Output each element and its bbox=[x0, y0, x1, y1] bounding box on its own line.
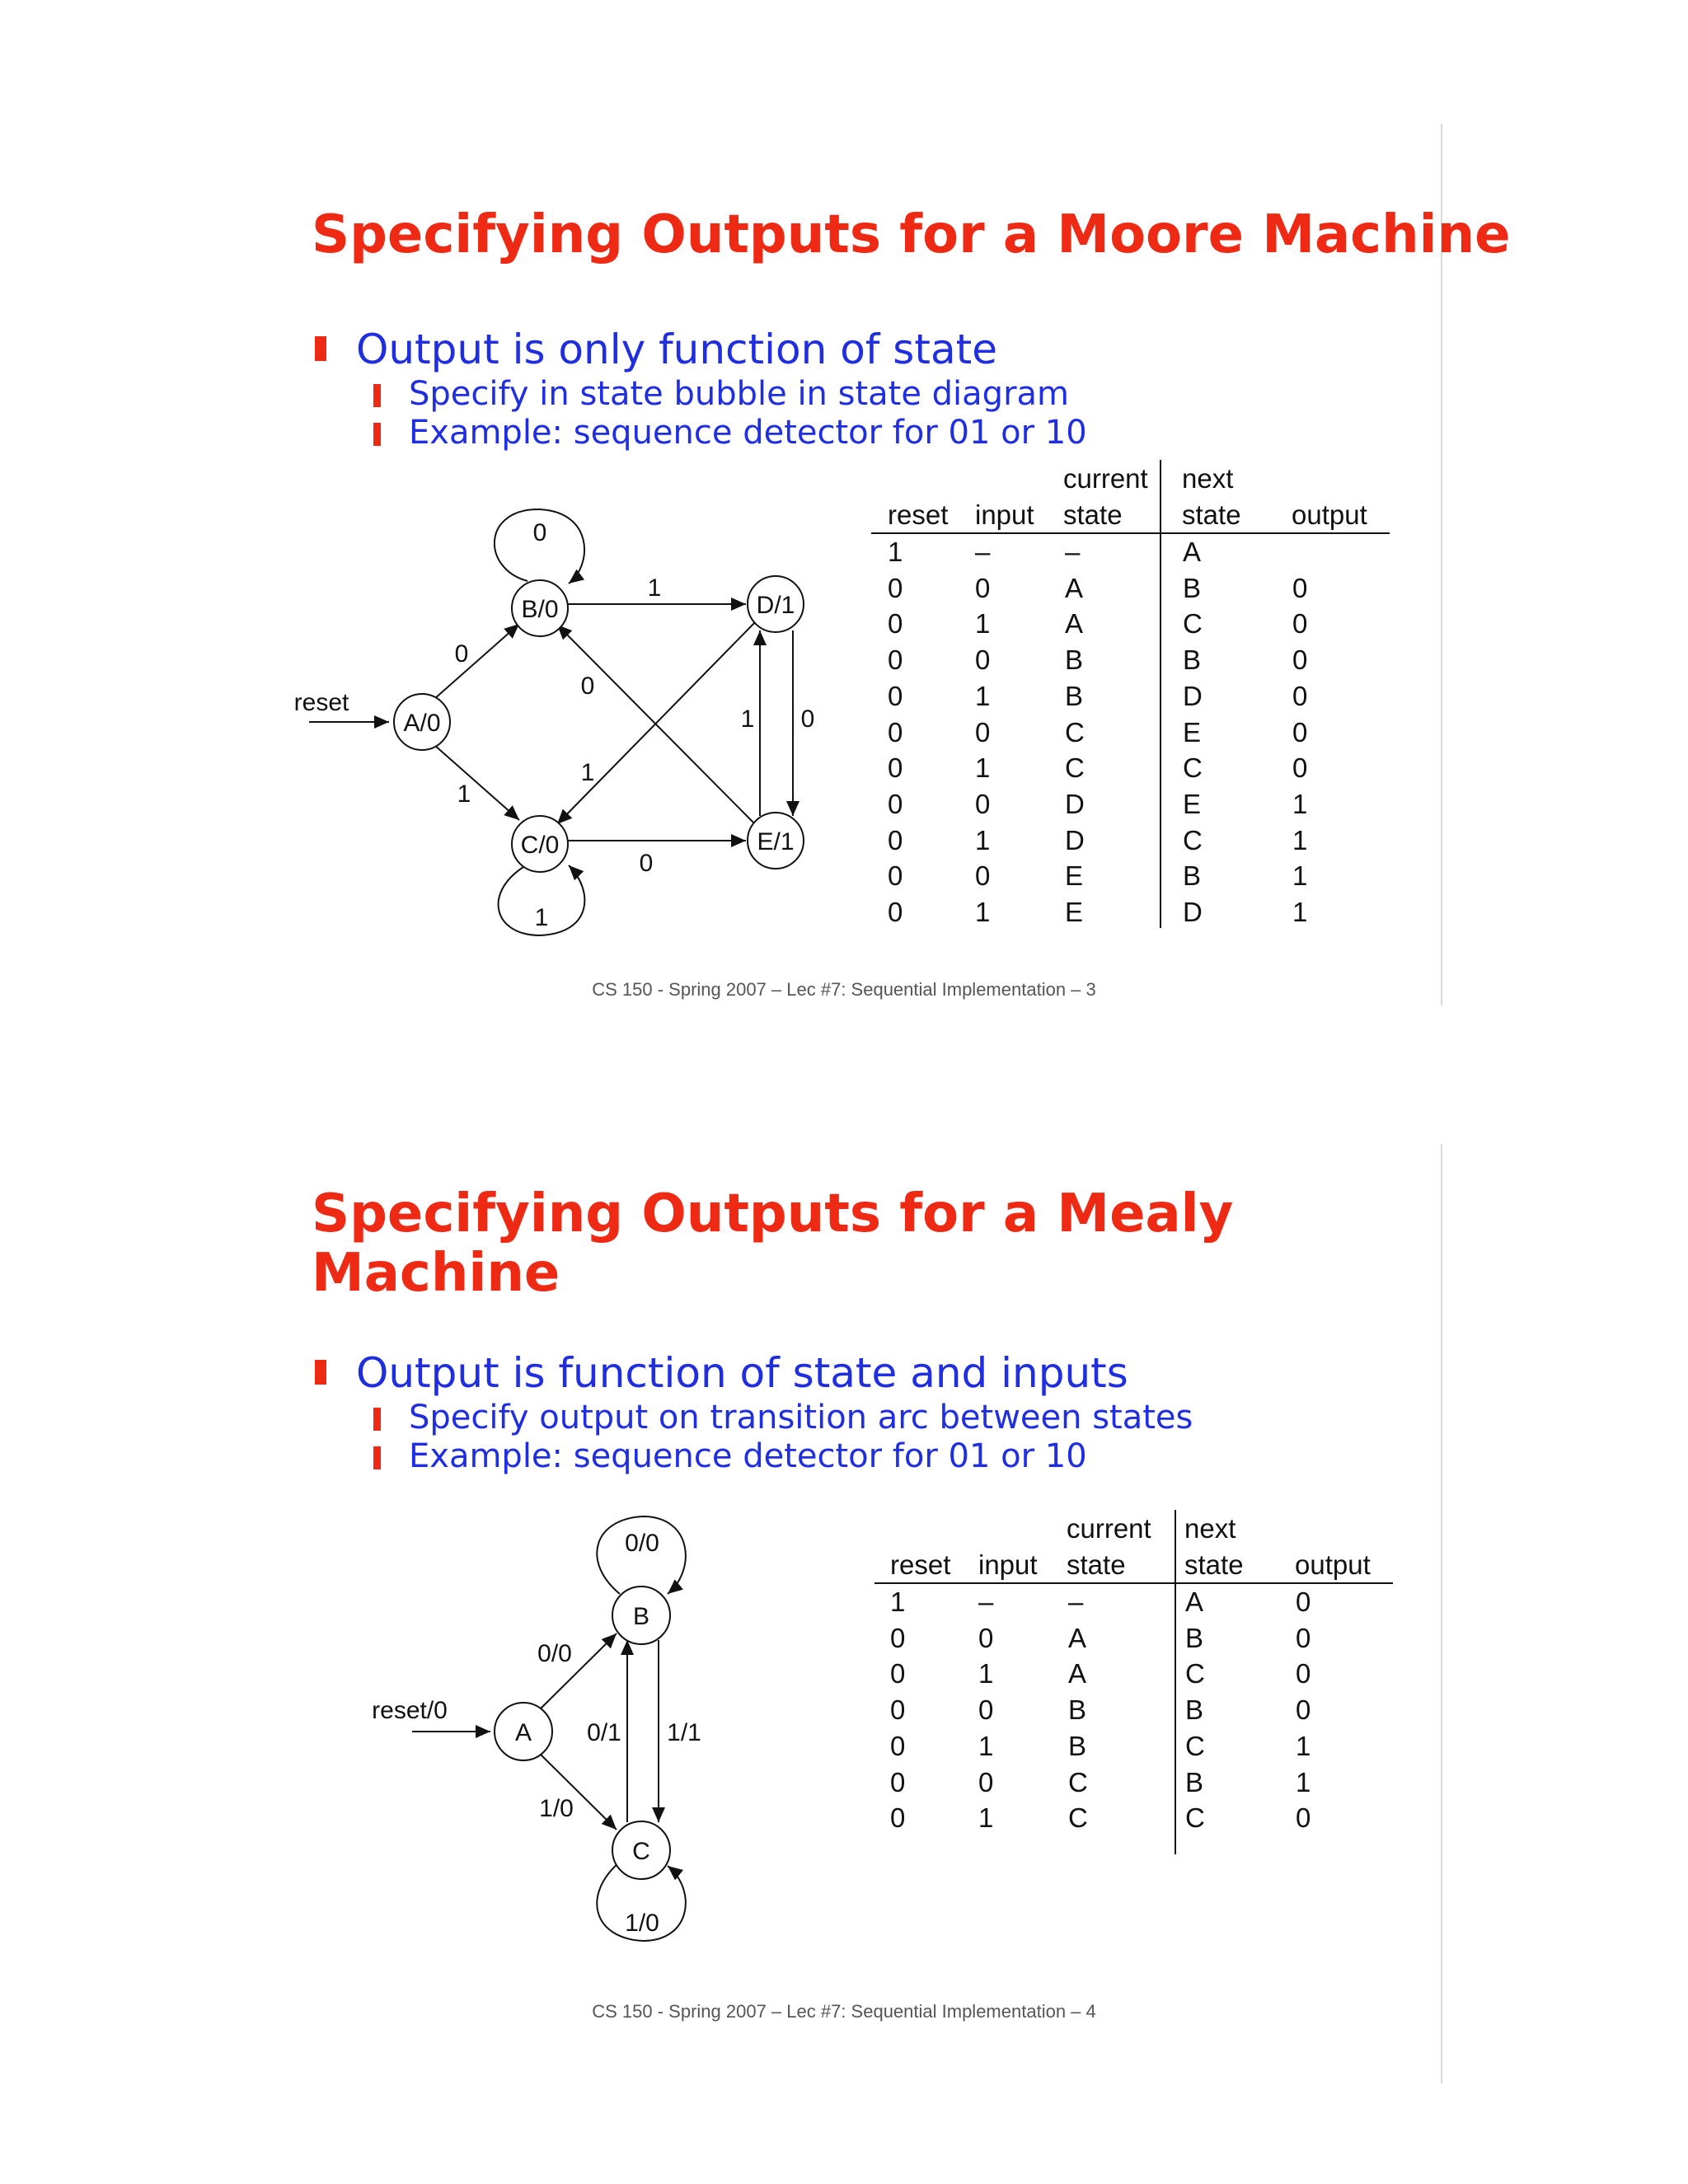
slide-border bbox=[1441, 1144, 1442, 2083]
table-cell: B bbox=[1185, 1694, 1204, 1726]
table-cell: 0 bbox=[975, 788, 991, 819]
table-cell: C bbox=[1185, 1658, 1205, 1690]
table-cell: 0 bbox=[1292, 680, 1308, 711]
table-cell: C bbox=[1068, 1802, 1088, 1834]
table-header: state bbox=[1184, 1549, 1244, 1580]
table-cell: 0 bbox=[978, 1766, 994, 1797]
table-cell: C bbox=[1183, 752, 1203, 784]
table-cell: 0 bbox=[975, 716, 991, 748]
table-cell: 0 bbox=[1296, 1622, 1311, 1653]
table-rule bbox=[874, 1582, 1393, 1584]
bullet-main: Output is only function of state bbox=[356, 326, 997, 373]
state-b: B/0 bbox=[521, 596, 559, 623]
reset-label: reset bbox=[293, 689, 349, 716]
table-cell: A bbox=[1068, 1658, 1087, 1690]
slide-title: Specifying Outputs for a Moore Machine bbox=[312, 204, 1511, 265]
table-cell: B bbox=[1185, 1766, 1204, 1797]
table-cell: 1 bbox=[975, 897, 991, 927]
table-cell: A bbox=[1183, 537, 1202, 567]
slide-mealy bbox=[0, 1088, 1688, 2184]
table-cell: C bbox=[1065, 716, 1085, 748]
state-a: A/0 bbox=[403, 710, 441, 737]
table-cell: D bbox=[1183, 680, 1203, 711]
table-cell: 1 bbox=[975, 824, 991, 855]
table-cell: 0 bbox=[1296, 1658, 1311, 1690]
table-cell: 0 bbox=[1292, 644, 1308, 676]
table-cell: C bbox=[1185, 1730, 1205, 1761]
table-cell: 0 bbox=[890, 1694, 906, 1726]
slide-footer: CS 150 - Spring 2007 – Lec #7: Sequential Implementation – 3 bbox=[592, 979, 1096, 1000]
table-cell: 1 bbox=[1292, 897, 1308, 927]
table-cell: A bbox=[1068, 1622, 1087, 1653]
table-cell: 1 bbox=[1292, 788, 1308, 819]
table-cell: 0 bbox=[890, 1766, 906, 1797]
table-cell: 0 bbox=[890, 1658, 906, 1690]
table-cell: B bbox=[1068, 1694, 1087, 1726]
table-cell: D bbox=[1065, 824, 1085, 855]
table-header: output bbox=[1292, 499, 1367, 530]
edge-label: 1/0 bbox=[539, 1795, 574, 1822]
table-cell: E bbox=[1065, 897, 1084, 927]
table-cell: 1 bbox=[978, 1658, 994, 1690]
edge-label: 1 bbox=[740, 705, 755, 733]
edge-label: 1 bbox=[457, 780, 471, 808]
state-c: C/0 bbox=[520, 832, 560, 859]
slide-title: Machine bbox=[312, 1243, 560, 1304]
bullet-sub: Specify in state bubble in state diagram bbox=[409, 375, 1069, 413]
table-cell: 0 bbox=[978, 1622, 994, 1653]
table-header: input bbox=[975, 499, 1034, 530]
table-cell: 0 bbox=[888, 824, 903, 855]
table-cell: 1 bbox=[1296, 1730, 1311, 1761]
slide-title: Specifying Outputs for a Mealy bbox=[312, 1183, 1234, 1244]
table-cell: – bbox=[1068, 1586, 1084, 1617]
table-cell: – bbox=[978, 1586, 994, 1617]
bullet-sub: Specify output on transition arc between states bbox=[409, 1399, 1193, 1436]
bullet-main: Output is function of state and inputs bbox=[356, 1349, 1128, 1397]
table-cell: 1 bbox=[975, 752, 991, 784]
mealy-state-diagram bbox=[0, 1088, 907, 2159]
state-e: E/1 bbox=[757, 828, 795, 855]
edge-label: 1/0 bbox=[625, 1910, 659, 1937]
table-cell: 0 bbox=[1292, 752, 1308, 784]
table-cell: 0 bbox=[1292, 572, 1308, 603]
table-header: next bbox=[1182, 463, 1234, 494]
table-cell: – bbox=[1065, 537, 1081, 567]
table-cell: 0 bbox=[1292, 716, 1308, 748]
table-header: current bbox=[1063, 463, 1148, 494]
table-cell: 0 bbox=[1296, 1802, 1311, 1834]
table-cell: 1 bbox=[978, 1802, 994, 1834]
table-divider bbox=[1160, 460, 1161, 928]
table-cell: C bbox=[1185, 1802, 1205, 1834]
table-cell: 0 bbox=[888, 897, 903, 927]
table-cell: 0 bbox=[1292, 608, 1308, 640]
table-header: reset bbox=[890, 1549, 951, 1580]
table-cell: 0 bbox=[1296, 1694, 1311, 1726]
edge-label: 0 bbox=[454, 640, 469, 668]
edge-label: 1 bbox=[647, 574, 662, 602]
table-cell: 1 bbox=[888, 537, 903, 567]
slide-moore bbox=[0, 0, 1688, 1071]
table-cell: 0 bbox=[888, 752, 903, 784]
table-cell: 1 bbox=[975, 680, 991, 711]
table-header: next bbox=[1184, 1513, 1236, 1544]
edge-label: 1 bbox=[534, 904, 549, 931]
table-cell: E bbox=[1183, 716, 1202, 748]
state-d: D/1 bbox=[756, 592, 795, 619]
table-cell: B bbox=[1183, 860, 1202, 892]
edge-label: 0 bbox=[800, 705, 815, 733]
table-cell: 1 bbox=[1292, 860, 1308, 892]
table-cell: B bbox=[1183, 572, 1202, 603]
edge-label: 0 bbox=[639, 850, 654, 877]
table-cell: 0 bbox=[888, 788, 903, 819]
table-cell: 1 bbox=[890, 1586, 906, 1617]
table-cell: 0 bbox=[888, 860, 903, 892]
table-cell: B bbox=[1185, 1622, 1204, 1653]
table-cell: 1 bbox=[978, 1730, 994, 1761]
edge-label: 0/1 bbox=[587, 1719, 621, 1746]
table-cell: 0 bbox=[975, 860, 991, 892]
bullet-sub: Example: sequence detector for 01 or 10 bbox=[409, 1437, 1087, 1475]
edge-label: 0 bbox=[532, 519, 547, 546]
table-cell: A bbox=[1185, 1586, 1204, 1617]
table-cell: D bbox=[1183, 897, 1203, 927]
table-cell: 0 bbox=[890, 1622, 906, 1653]
table-header: current bbox=[1067, 1513, 1151, 1544]
state-c: C bbox=[632, 1838, 650, 1865]
edge-label: 1 bbox=[580, 759, 595, 786]
state-a: A bbox=[514, 1719, 532, 1746]
edge-label: 0/0 bbox=[537, 1640, 572, 1667]
table-cell: 0 bbox=[888, 716, 903, 748]
table-cell: – bbox=[975, 537, 991, 567]
table-cell: 0 bbox=[975, 644, 991, 676]
table-cell: 1 bbox=[975, 608, 991, 640]
table-cell: B bbox=[1068, 1730, 1087, 1761]
table-cell: C bbox=[1183, 824, 1203, 855]
table-cell: A bbox=[1065, 608, 1084, 640]
edge-label: 1/1 bbox=[667, 1719, 701, 1746]
table-cell: 0 bbox=[890, 1730, 906, 1761]
table-cell: C bbox=[1183, 608, 1203, 640]
table-cell: 0 bbox=[888, 644, 903, 676]
table-cell: 0 bbox=[888, 680, 903, 711]
edge-label: 0 bbox=[580, 673, 595, 700]
table-cell: 0 bbox=[975, 572, 991, 603]
table-cell: 0 bbox=[888, 608, 903, 640]
table-cell: D bbox=[1065, 788, 1085, 819]
table-cell: 0 bbox=[1296, 1586, 1311, 1617]
table-cell: B bbox=[1065, 680, 1084, 711]
table-cell: 1 bbox=[1292, 824, 1308, 855]
moore-state-diagram bbox=[0, 0, 907, 989]
table-header: state bbox=[1067, 1549, 1126, 1580]
table-cell: 1 bbox=[1296, 1766, 1311, 1797]
table-rule bbox=[871, 532, 1390, 534]
table-cell: 0 bbox=[890, 1802, 906, 1834]
state-b: B bbox=[632, 1603, 650, 1630]
table-header: input bbox=[978, 1549, 1038, 1580]
table-cell: B bbox=[1065, 644, 1084, 676]
table-cell: E bbox=[1183, 788, 1202, 819]
table-cell: 0 bbox=[978, 1694, 994, 1726]
table-header: state bbox=[1063, 499, 1123, 530]
table-header: output bbox=[1295, 1549, 1371, 1580]
edge-label: 0/0 bbox=[625, 1530, 659, 1557]
table-cell: B bbox=[1183, 644, 1202, 676]
table-cell: C bbox=[1065, 752, 1085, 784]
slide-footer: CS 150 - Spring 2007 – Lec #7: Sequential Implementation – 4 bbox=[592, 2001, 1096, 2022]
table-cell: 0 bbox=[888, 572, 903, 603]
table-header: state bbox=[1182, 499, 1241, 530]
bullet-sub: Example: sequence detector for 01 or 10 bbox=[409, 414, 1087, 452]
table-cell: C bbox=[1068, 1766, 1088, 1797]
table-divider bbox=[1175, 1510, 1176, 1854]
table-cell: A bbox=[1065, 572, 1084, 603]
reset-label: reset/0 bbox=[372, 1697, 448, 1724]
table-header: reset bbox=[888, 499, 949, 530]
table-cell: E bbox=[1065, 860, 1084, 892]
